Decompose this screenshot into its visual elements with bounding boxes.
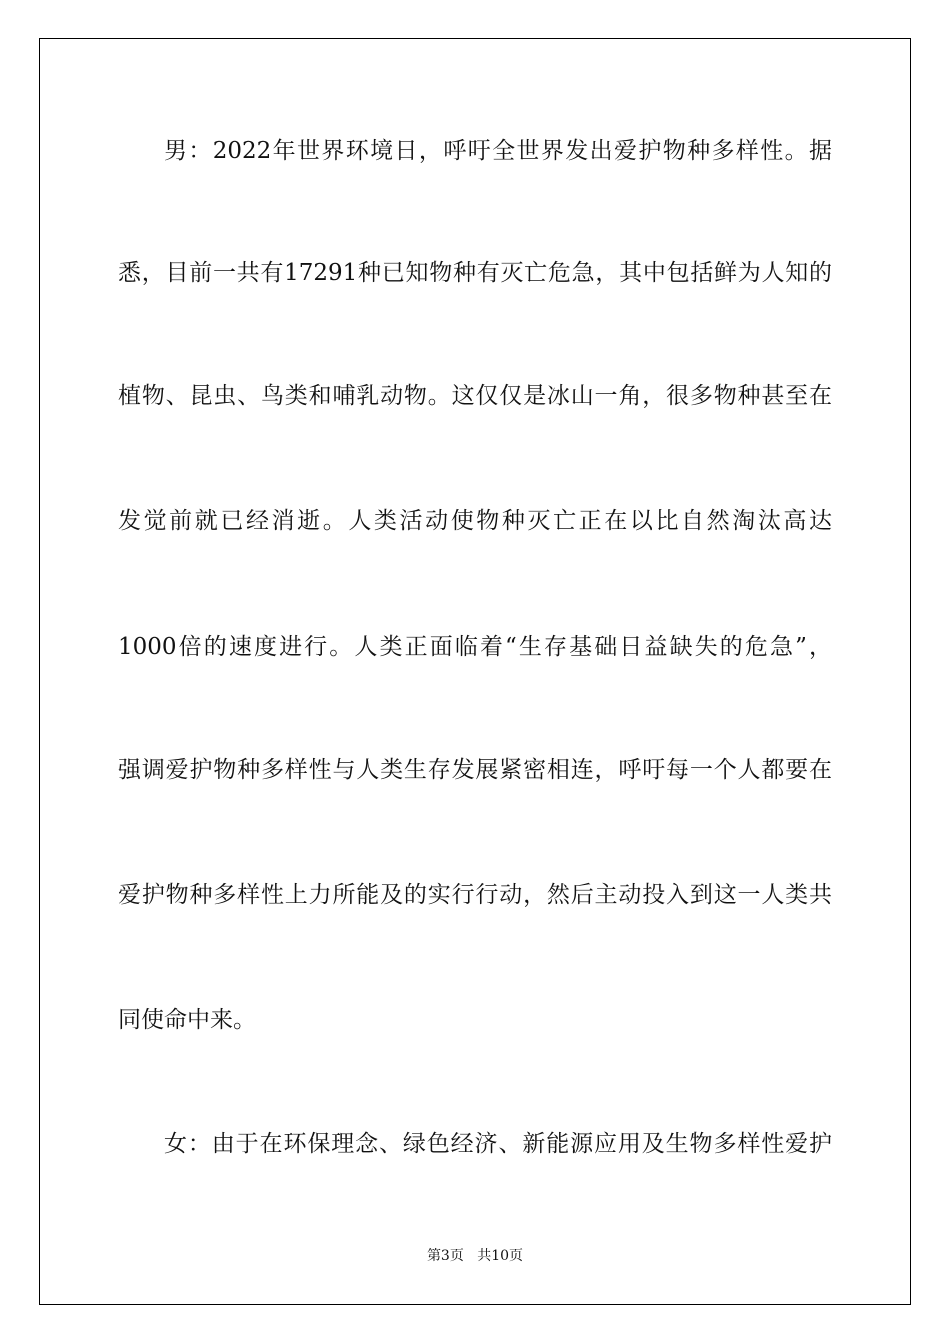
- paragraph-line: 悉，目前一共有17291种已知物种有灭亡危急，其中包括鲜为人知的: [118, 260, 832, 286]
- paragraph-line: 女：由于在环保理念、绿色经济、新能源应用及生物多样性爱护: [164, 1131, 832, 1157]
- paragraph-line: 男：2022年世界环境日，呼吁全世界发出爱护物种多样性。据: [164, 138, 832, 164]
- paragraph-line: 发觉前就已经消逝。人类活动使物种灭亡正在以比自然淘汰高达: [118, 508, 832, 534]
- paragraph-line: 1000倍的速度进行。人类正面临着“生存基础日益缺失的危急”，: [118, 634, 832, 660]
- paragraph-line: 爱护物种多样性上力所能及的实行行动，然后主动投入到这一人类共: [118, 882, 832, 908]
- paragraph-line: 植物、昆虫、鸟类和哺乳动物。这仅仅是冰山一角，很多物种甚至在: [118, 383, 832, 409]
- paragraph-line: 强调爱护物种多样性与人类生存发展紧密相连，呼吁每一个人都要在: [118, 757, 832, 783]
- page-footer: [0, 1246, 950, 1266]
- page-total: 共10页: [477, 1248, 524, 1264]
- page-number: 第3页: [426, 1248, 464, 1264]
- paragraph-line: 同使命中来。: [118, 1007, 256, 1033]
- page-border: [39, 38, 911, 1305]
